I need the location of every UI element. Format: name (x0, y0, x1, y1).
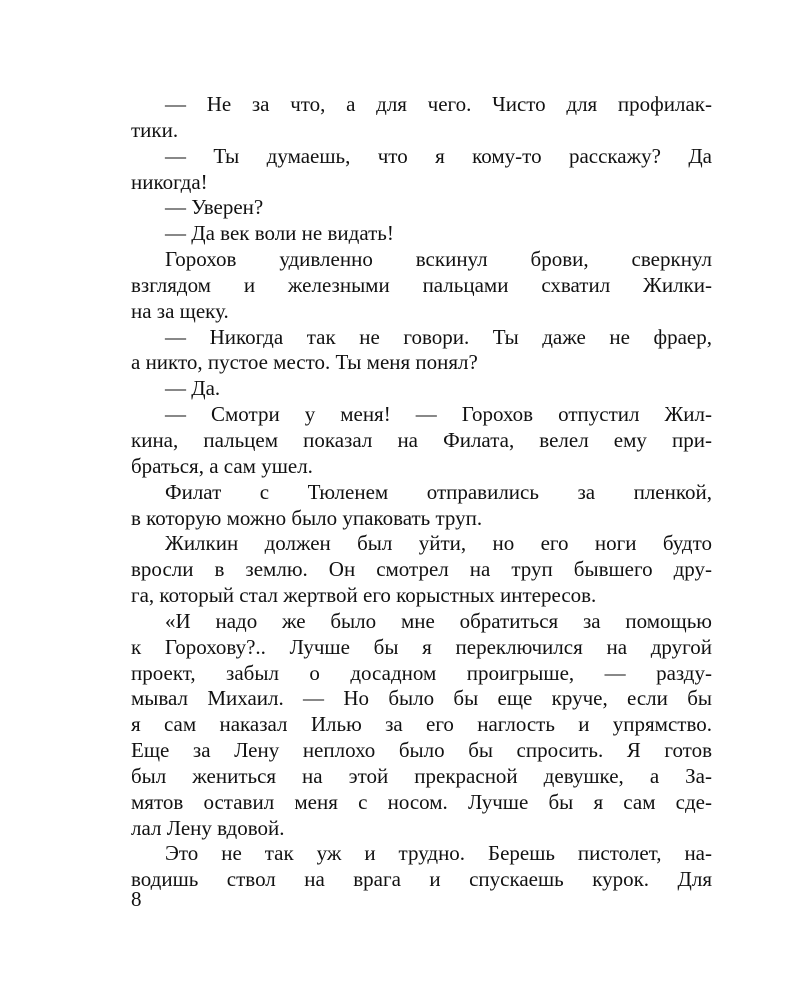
text-line: был жениться на этой прекрасной девушке, а За- (131, 763, 712, 788)
text-line: я сам наказал Илью за его наглость и упрямство. (131, 712, 712, 737)
text-line: браться, а сам ушел. (131, 453, 313, 478)
text-line: а никто, пустое место. Ты меня понял? (131, 350, 478, 375)
text-line: — Да. (165, 376, 221, 401)
text-line: Горохов удивленно вскинул брови, сверкнул (165, 247, 712, 272)
text-line: Это не так уж и трудно. Берешь пистолет, на- (165, 841, 712, 866)
text-line: Жилкин должен был уйти, но его ноги будто (165, 531, 712, 556)
text-line: вросли в землю. Он смотрел на труп бывшего дру- (131, 557, 712, 582)
page-number: 8 (131, 887, 142, 911)
text-line: мятов оставил меня с носом. Лучше бы я сам сде- (131, 789, 712, 814)
body-text (131, 92, 712, 893)
text-line: взглядом и железными пальцами схватил Жилки- (131, 272, 712, 297)
text-line: на за щеку. (131, 298, 229, 323)
text-line: Филат с Тюленем отправились за пленкой, (165, 479, 712, 504)
text-line: никогда! (131, 169, 208, 194)
text-line: — Не за что, а для чего. Чисто для профилак- (165, 92, 712, 116)
text-line: мывал Михаил. — Но было бы еще круче, если бы (131, 686, 712, 711)
text-line: кина, пальцем показал на Филата, велел ему при- (131, 427, 712, 452)
text-line: водишь ствол на врага и спускаешь курок. Для (131, 867, 712, 892)
text-line: — Уверен? (165, 195, 264, 220)
text-line: — Никогда так не говори. Ты даже не фраер, (165, 324, 712, 349)
text-line: тики. (131, 117, 179, 142)
text-line: — Смотри у меня! — Горохов отпустил Жил- (165, 402, 712, 427)
text-line: лал Лену вдовой. (131, 815, 285, 840)
text-line: «И надо же было мне обратиться за помощью (165, 608, 712, 633)
text-line: га, который стал жертвой его корыстных интересов. (131, 583, 597, 608)
text-line: проект, забыл о досадном проигрыше, — разду- (131, 660, 712, 685)
text-line: — Да век воли не видать! (165, 221, 394, 246)
text-line: Еще за Лену неплохо было бы спросить. Я готов (131, 738, 712, 763)
text-line: в которую можно было упаковать труп. (131, 505, 483, 530)
text-line: — Ты думаешь, что я кому-то расскажу? Да (165, 143, 712, 168)
text-line: к Горохову?.. Лучше бы я переключился на другой (131, 634, 712, 659)
